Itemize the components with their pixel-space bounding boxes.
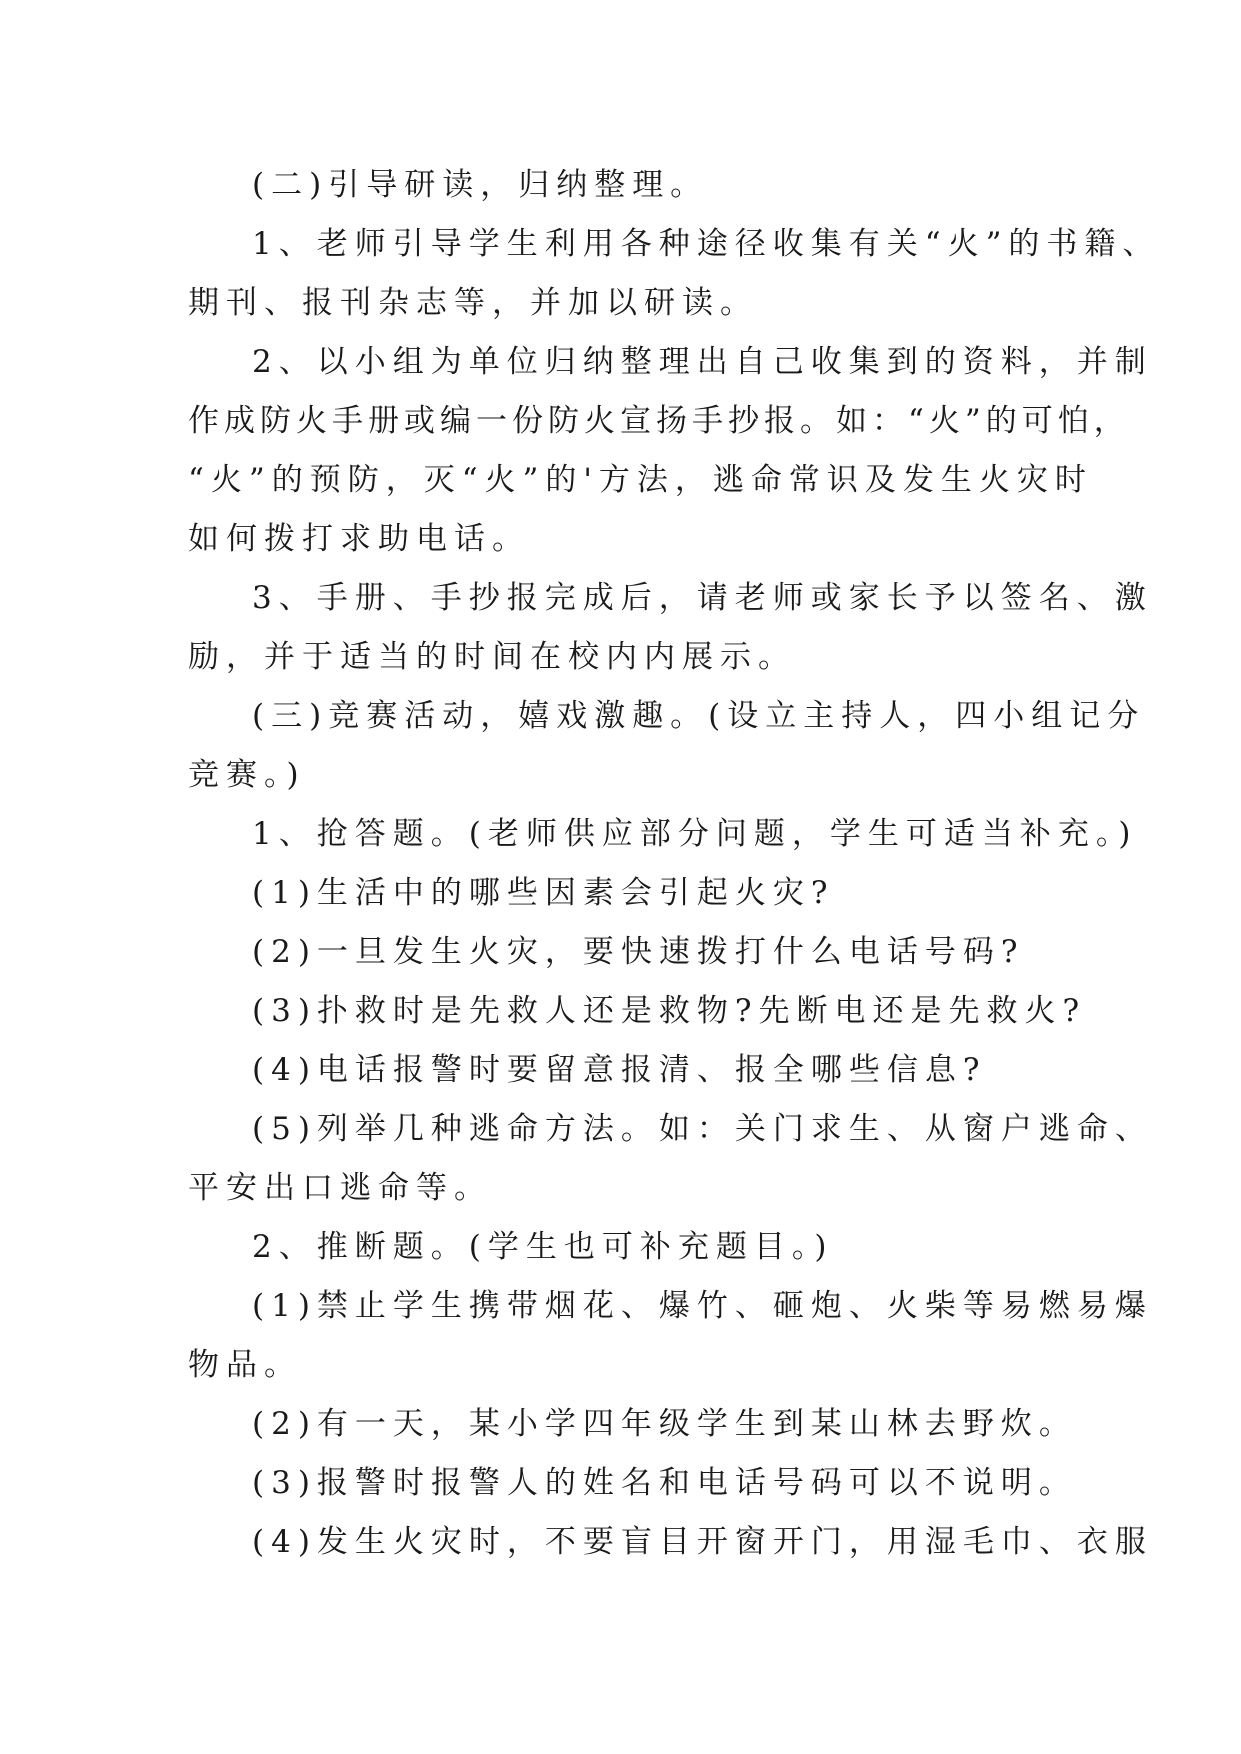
question-item-continuation: 平安出口逃命等。: [188, 1170, 492, 1206]
question-item: (3)扑救时是先救人还是救物?先断电还是先救火?: [252, 993, 1087, 1029]
paragraph-line: 作成防火手册或编一份防火宣扬手抄报。如：“火”的可怕，: [188, 403, 1130, 439]
question-item: (5)列举几种逃命方法。如：关门求生、从窗户逃命、: [252, 1111, 1153, 1147]
paragraph-line: 2、以小组为单位归纳整理出自己收集到的资料，并制: [252, 344, 1153, 380]
paragraph-line: 竞赛。): [188, 757, 306, 793]
question-item: (2)一旦发生火灾，要快速拨打什么电话号码?: [252, 934, 1025, 970]
question-item: (4)电话报警时要留意报清、报全哪些信息?: [252, 1052, 987, 1088]
question-item: (3)报警时报警人的姓名和电话号码可以不说明。: [252, 1465, 1077, 1501]
question-item: (1)生活中的哪些因素会引起火灾?: [252, 875, 835, 911]
question-item: (4)发生火灾时，不要盲目开窗开门，用湿毛巾、衣服: [252, 1524, 1153, 1560]
question-group-heading: 1、抢答题。(老师供应部分问题，学生可适当补充。): [252, 816, 1138, 852]
paragraph-line: 励，并于适当的时间在校内内展示。: [188, 639, 796, 675]
paragraph-line: 如何拨打求助电话。: [188, 521, 530, 557]
question-item-continuation: 物品。: [188, 1347, 302, 1383]
section-heading-guided-reading: (二)引导研读，归纳整理。: [252, 167, 709, 203]
paragraph-line: “火”的预防，灭“火”的'方法，逃命常识及发生火灾时: [188, 462, 1093, 498]
section-heading-competition: (三)竞赛活动，嬉戏激趣。(设立主持人，四小组记分: [252, 698, 1146, 734]
paragraph-line: 1、老师引导学生利用各种途径收集有关“火”的书籍、: [252, 226, 1161, 262]
question-group-heading: 2、推断题。(学生也可补充题目。): [252, 1229, 834, 1265]
paragraph-line: 3、手册、手抄报完成后，请老师或家长予以签名、激: [252, 580, 1153, 616]
paragraph-line: 期刊、报刊杂志等，并加以研读。: [188, 285, 758, 321]
question-item: (2)有一天，某小学四年级学生到某山林去野炊。: [252, 1406, 1077, 1442]
question-item: (1)禁止学生携带烟花、爆竹、砸炮、火柴等易燃易爆: [252, 1288, 1153, 1324]
